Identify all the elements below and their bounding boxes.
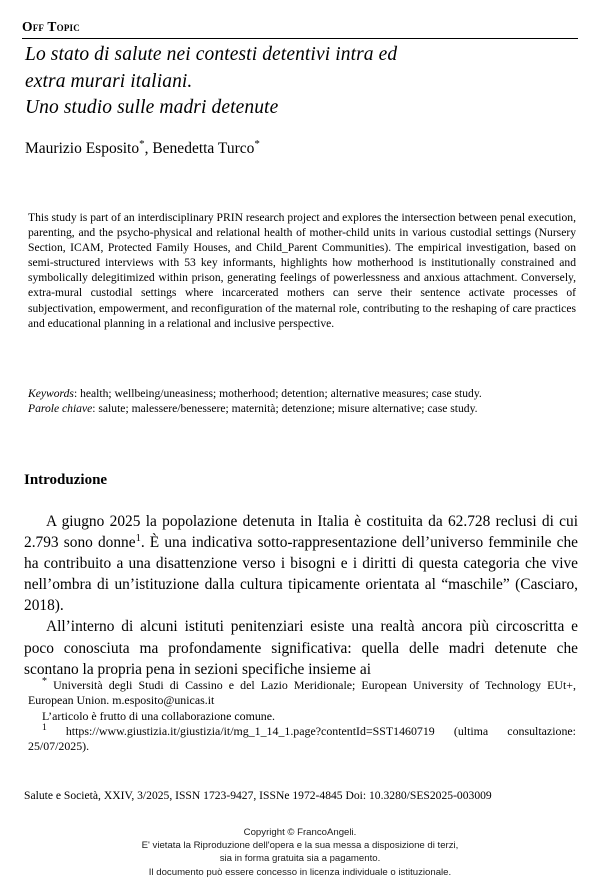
copyright-line-1: Copyright © FrancoAngeli. [243, 827, 357, 838]
body-text [24, 511, 578, 680]
abstract-text: This study is part of an interdisciplinary PRIN research project and explores the intersection between penal execution, parenting, and the psycho-physical and relational health of mother-child units in various custodial settings (Nursery Section, ICAM, Protected Family Houses, and Child_Parent Communities). The empirical investigation, based on semi-structured interviews with 53 key informants, highlights how motherhood is institutionally constrained and symbolically delegitimized within prison, generating feelings of powerlessness and anxious attachment. Conversely, extra-mural custodial settings where incarcerated mothers can serve their sentence activate processes of subjectivation, empowerment, and reconfiguration of the maternal role, contributing to the reshaping of care practices and educational planning in a relational and inclusive perspective. [28, 211, 576, 330]
footnote-marker-asterisk: * [42, 676, 47, 688]
article-title-line-1: Lo stato di salute nei contesti detentivi intra ed [25, 44, 398, 65]
footnote-marker-one: 1 [42, 722, 47, 733]
keywords-italian-label: Parole chiave [28, 402, 93, 416]
body-paragraph-1 [24, 511, 578, 616]
copyright-line-2: E' vietata la Riproduzione dell'opera e la sua messa a disposizione di terzi, [141, 840, 459, 852]
body-paragraph-1-part-b: . È una indicativa sotto-rappresentazione dell’universo femminile che ha contribuito a una disattenzione verso i bisogni e i diritti di questa categoria che vive nell’ombra di un’istituzione dalla cultura tipicamente orientata al “maschile” (Casciaro, 2018). [24, 534, 579, 615]
body-paragraph-2: All’interno di alcuni istituti penitenziari esiste una realtà ancora più circoscritta e poco conosciuta ma profondamente significativa: quella delle madri detenute che scontano la propria pena in sezioni specifiche insieme ai [24, 618, 578, 678]
article-title [25, 42, 577, 122]
footnote-source-text: https://www.giustizia.it/giustizia/it/mg_1_14_1.page?contentId=SST1460719 (ultima consultazione: 25/07/2025). [28, 723, 576, 754]
copyright-line-4: Il documento può essere concesso in licenza individuale o istituzionale. [148, 866, 452, 878]
author-byline [25, 139, 577, 159]
author-footnote-marker-2: * [254, 137, 260, 150]
journal-citation: Salute e Società, XXIV, 3/2025, ISSN 1723-9427, ISSNe 1972-4845 Doi: 10.3280/SES2025-003009 [24, 789, 492, 802]
article-title-line-3: Uno studio sulle madri detenute [25, 97, 279, 118]
keywords-italian-text: : salute; malessere/benessere; maternità; detenzione; misure alternative; case study. [92, 402, 478, 416]
keywords-italian [28, 401, 576, 416]
running-head [22, 18, 578, 36]
article-title-line-2: extra murari italiani. [25, 70, 193, 92]
footnote-reference-1: 1 [135, 532, 141, 544]
running-head-label: Off Topic [22, 19, 80, 34]
footnotes-block [28, 678, 576, 754]
body-paragraph-1-part-a: A giugno 2025 la popolazione detenuta in Italia è costituita da 62.728 reclusi di cui 2.793 sono donne [24, 513, 578, 552]
keywords-english-label: Keywords [28, 387, 74, 400]
footnote-collaboration: L’articolo è frutto di una collaborazione comune. [42, 708, 275, 723]
keywords-block [28, 386, 576, 416]
keywords-english [28, 386, 576, 401]
keywords-english-text: : health; wellbeing/uneasiness; motherhood; detention; alternative measures; case study. [73, 387, 482, 400]
copyright-notice [0, 826, 600, 879]
footnote-source [28, 724, 576, 755]
copyright-line-3: sia in forma gratuita sia a pagamento. [219, 853, 381, 865]
author-separator: , [144, 140, 153, 157]
author-footnote-marker-1: * [139, 137, 145, 150]
section-heading-introduzione: Introduzione [24, 472, 108, 488]
footnote-affiliation-text: Università degli Studi di Cassino e del Lazio Meridionale; European University of Technology EUt+, European Union. m.esposito@unicas.it [28, 678, 576, 708]
footnote-affiliation [28, 678, 576, 709]
author-name-2: Benedetta Turco [152, 140, 255, 157]
header-divider-rule [22, 38, 578, 39]
author-name-1: Maurizio Esposito [25, 140, 140, 157]
